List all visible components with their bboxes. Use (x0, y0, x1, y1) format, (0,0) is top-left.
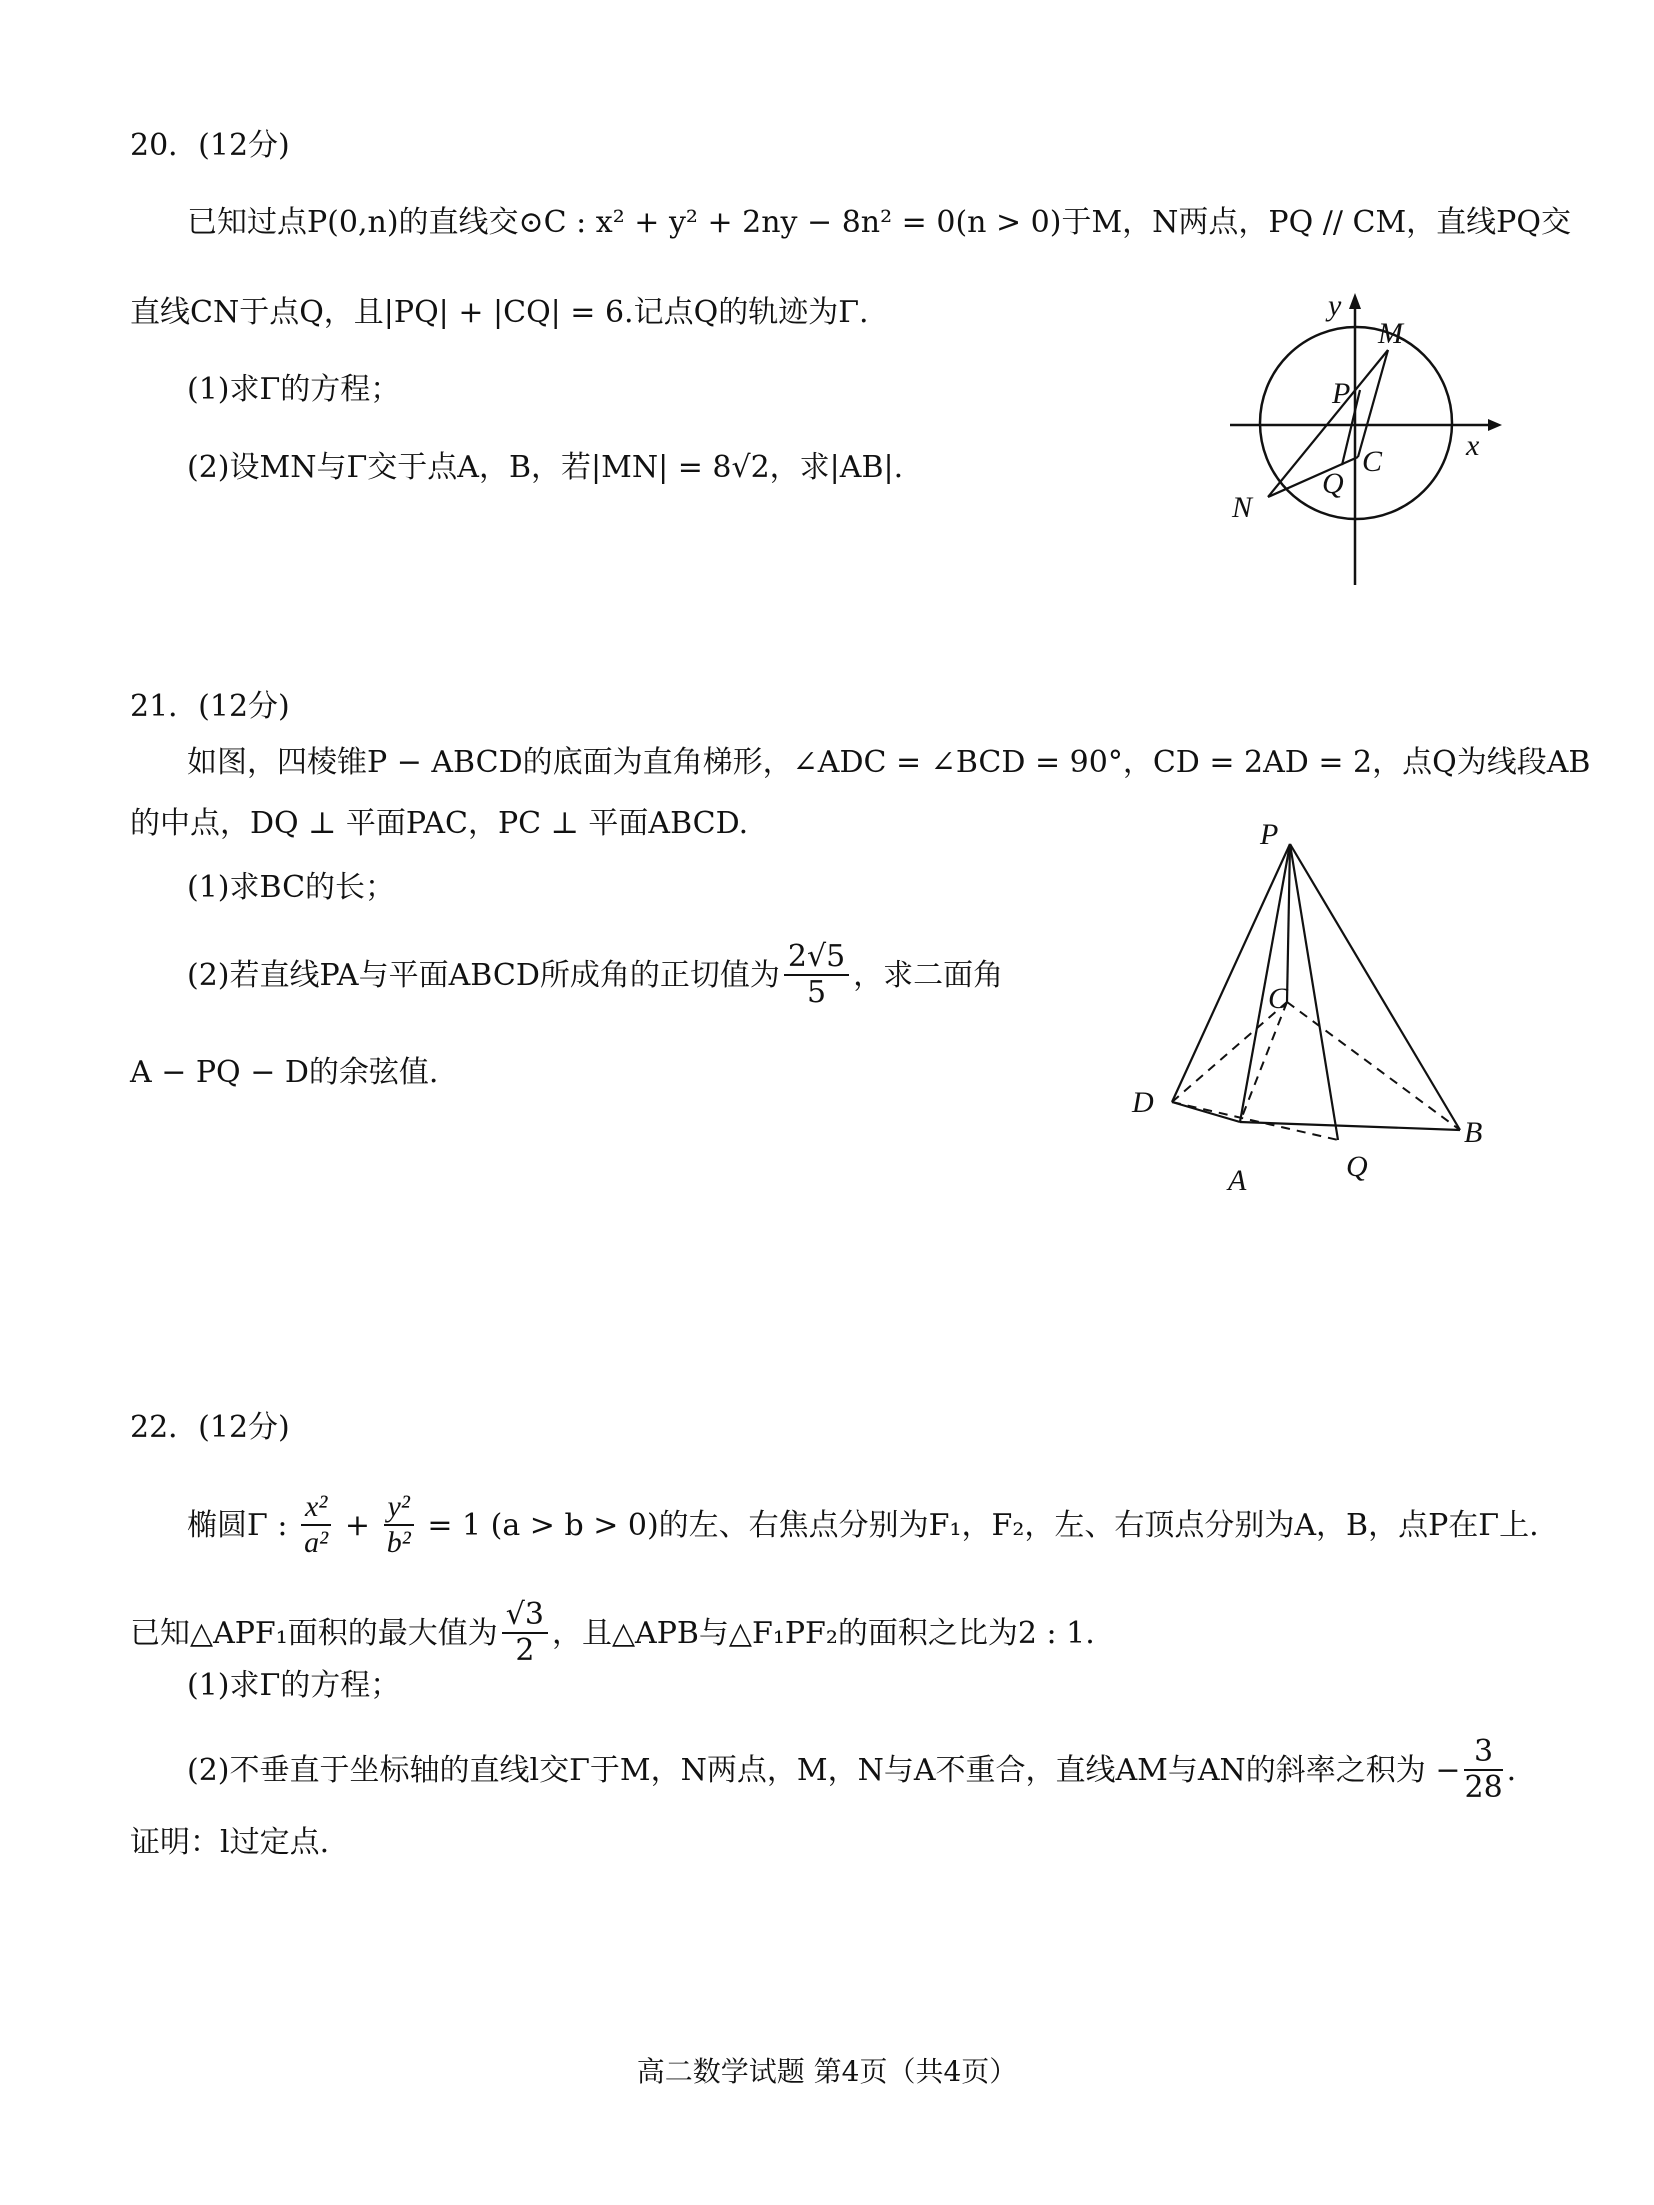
label-q: Q (1346, 1150, 1368, 1183)
q22-l1-plus: + (335, 1508, 380, 1543)
label-x: x (1466, 429, 1480, 462)
edge-ca (1240, 1002, 1287, 1122)
edge-cb (1287, 1002, 1460, 1130)
edge-pd (1172, 844, 1290, 1102)
edge-dc (1172, 1002, 1287, 1102)
q22-l1-post: = 1 (a > b > 0)的左、右焦点分别为F₁，F₂，左、右顶点分别为A，B，点P在Γ上. (417, 1508, 1539, 1543)
frac-denominator: 28 (1464, 1770, 1503, 1805)
edge-pc (1287, 844, 1290, 1002)
q20-part1: (1)求Γ的方程； (187, 372, 401, 407)
y-axis-arrow (1349, 293, 1361, 309)
frac-numerator: 3 (1464, 1735, 1502, 1771)
page-footer: 高二数学试题 第4页（共4页） (636, 2055, 1018, 2088)
q21-heading: 21．(12分) (130, 689, 290, 724)
q21-part2 (187, 939, 1004, 1012)
q22-part2-text: (2)不垂直于坐标轴的直线l交Γ于M，N两点，M，N与A不重合，直线AM与AN的斜率之积为 − (187, 1753, 1461, 1788)
frac-numerator: y² (384, 1490, 414, 1526)
line-nc (1268, 457, 1358, 497)
q21-part2-text-post: ，求二面角 (853, 958, 1004, 993)
q22-l2-pre: 已知△APF₁面积的最大值为 (130, 1616, 498, 1651)
label-d: D (1132, 1086, 1154, 1119)
fraction-3-28 (1464, 1735, 1502, 1805)
q22-part2 (187, 1734, 1517, 1807)
frac-denominator: 5 (806, 975, 827, 1010)
frac-numerator: √3 (502, 1598, 548, 1634)
fraction-tangent (784, 940, 849, 1010)
label-a: A (1228, 1164, 1247, 1197)
label-m: M (1378, 317, 1403, 350)
q22-heading: 22．(12分) (130, 1410, 290, 1445)
q21-figure (1130, 818, 1510, 1210)
q20-heading: 20．(12分) (130, 128, 290, 163)
q21-part2-text: (2)若直线PA与平面ABCD所成角的正切值为 (187, 958, 780, 993)
q21-part2-line2: A − PQ − D的余弦值. (130, 1055, 439, 1090)
q21-line1: 如图，四棱锥P − ABCD的底面为直角梯形，∠ADC = ∠BCD = 90°，CD = 2AD = 2，点Q为线段AB (187, 745, 1591, 780)
q20-line2: 直线CN于点Q，且|PQ| + |CQ| = 6.记点Q的轨迹为Γ. (130, 295, 869, 330)
edge-pb (1290, 844, 1460, 1130)
label-p: P (1332, 377, 1351, 410)
q22-l1-pre: 椭圆Γ : (187, 1508, 297, 1543)
q22-part2-post: . (1506, 1753, 1517, 1788)
label-b: B (1464, 1116, 1483, 1149)
x-axis-arrow (1488, 419, 1502, 431)
label-c: C (1268, 982, 1289, 1015)
line-cm (1358, 350, 1388, 457)
frac-denominator: a² (304, 1526, 329, 1559)
q22-part1: (1)求Γ的方程； (187, 1668, 401, 1703)
q20-part2: (2)设MN与Γ交于点A，B，若|MN| = 8√2，求|AB|. (187, 450, 904, 485)
q22-line1 (187, 1492, 1539, 1562)
q20-figure (1220, 285, 1510, 585)
label-n: N (1232, 491, 1253, 524)
q22-proof: 证明：l过定点. (130, 1825, 330, 1860)
edge-pq (1290, 844, 1338, 1140)
fraction-y2-b2 (384, 1490, 414, 1560)
label-y: y (1328, 289, 1342, 322)
q21-part1: (1)求BC的长； (187, 870, 396, 905)
fraction-x2-a2 (301, 1490, 331, 1560)
frac-denominator: b² (386, 1526, 411, 1559)
edge-dq (1172, 1102, 1338, 1140)
frac-numerator: 2√5 (784, 940, 849, 976)
frac-numerator: x² (301, 1490, 331, 1526)
label-p: P (1260, 818, 1279, 851)
frac-denominator: 2 (515, 1633, 535, 1668)
label-c: C (1362, 445, 1383, 478)
q22-line2 (130, 1597, 1095, 1670)
edge-da (1172, 1102, 1240, 1122)
label-q: Q (1322, 467, 1344, 500)
q22-l2-post: ，且△APB与△F₁PF₂的面积之比为2 : 1. (551, 1616, 1095, 1651)
q21-line2: 的中点，DQ ⊥ 平面PAC，PC ⊥ 平面ABCD. (130, 806, 749, 841)
fraction-sqrt3-2 (502, 1598, 548, 1668)
q20-line1: 已知过点P(0,n)的直线交⊙C : x² + y² + 2ny − 8n² = 0(n > 0)于M，N两点，PQ // CM，直线PQ交 (187, 205, 1571, 240)
